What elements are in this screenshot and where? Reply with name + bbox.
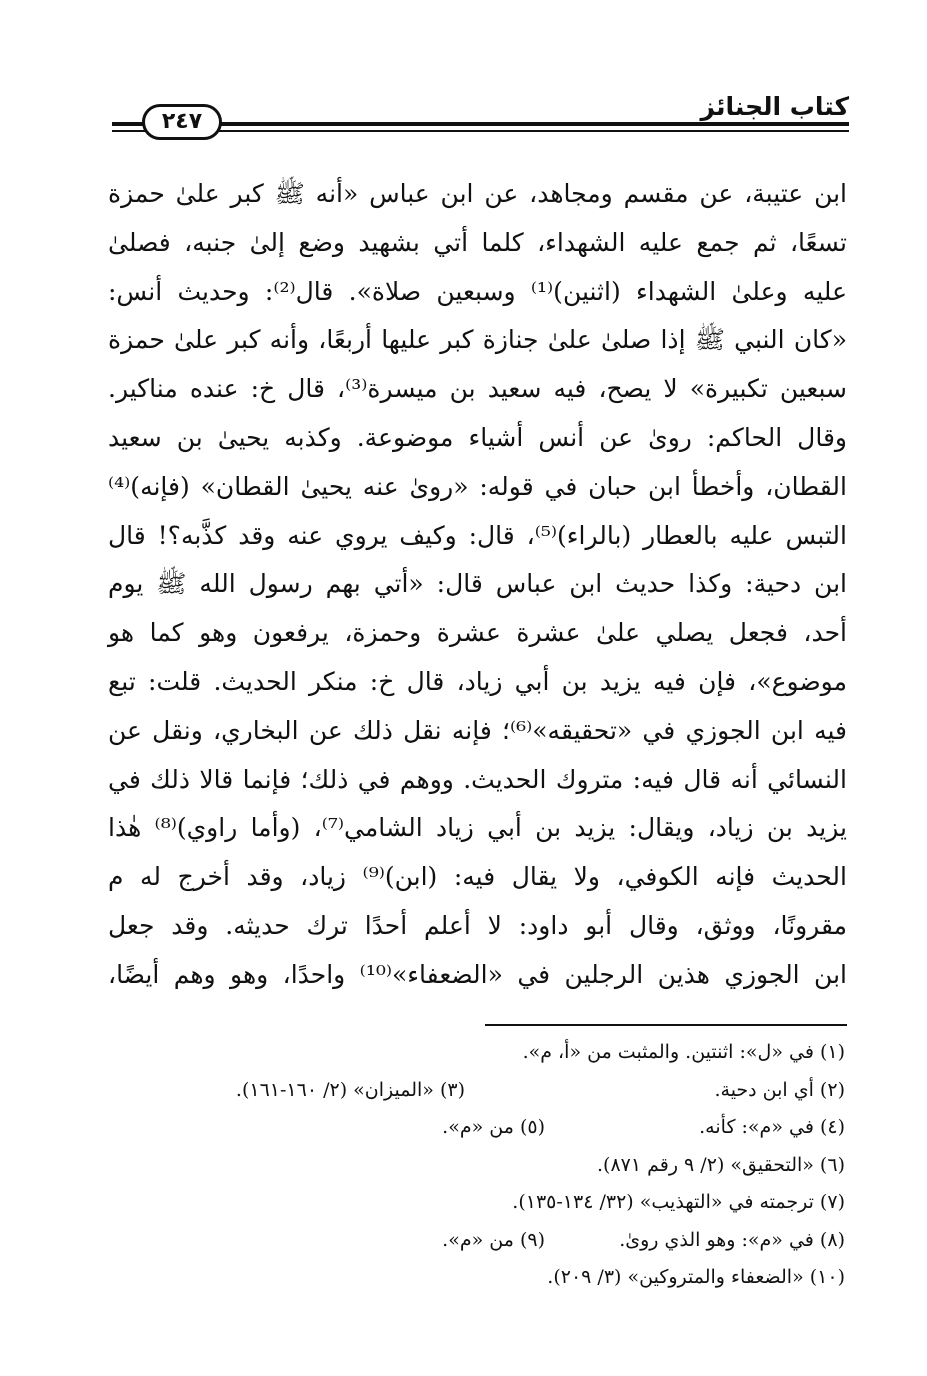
header-rule-thin: [112, 130, 849, 132]
page-number: ٢٤٧: [142, 104, 222, 140]
footnote-row: [150, 1072, 845, 1110]
footnote-separator: [485, 1024, 847, 1026]
text-line: تسعًا، ثم جمع عليه الشهداء، كلما أتي بشهيد وضع إلىٰ جنبه، فصلىٰ: [108, 227, 847, 257]
text-line: ابن الجوزي هذين الرجلين في «الضعفاء»⁽¹⁰⁾ واحدًا، وهو وهم أيضًا،: [108, 959, 847, 989]
text-line: فيه ابن الجوزي في «تحقيقه»⁽⁶⁾؛ فإنه نقل ذلك عن البخاري، ونقل عن: [108, 715, 848, 745]
text-line: موضوع»، فإن فيه يزيد بن أبي زياد، قال خ: منكر الحديث. قلت: تبع: [108, 666, 847, 696]
text-line: عليه وعلىٰ الشهداء (اثنين)⁽¹⁾ وسبعين صلاة». قال⁽²⁾: وحديث أنس:: [108, 276, 847, 306]
footnote-6: (٦) «التحقيق» (٢/ ٩ رقم ٨٧١).: [596, 1153, 845, 1176]
text-line: النسائي أنه قال فيه: متروك الحديث. ووهم في ذلك؛ فإنما قالا ذلك في: [108, 764, 847, 794]
footnote-8: (٨) في «م»: وهو الذي روىٰ.: [619, 1228, 845, 1251]
text-line: ابن عتيبة، عن مقسم ومجاهد، عن ابن عباس «أنه ﷺ كبر علىٰ حمزة: [108, 179, 847, 208]
footnote-row: [150, 1184, 845, 1222]
footnote-row: [150, 1109, 845, 1147]
footnote-1: (١) في «ل»: اثنتين. والمثبت من «أ، م».: [522, 1041, 845, 1063]
text-line: سبعين تكبيرة» لا يصح، فيه سعيد بن ميسرة⁽³⁾، قال خ: عنده مناكير.: [108, 374, 847, 404]
text-line: القطان، وأخطأ ابن حبان في قوله: «روىٰ عنه يحيىٰ القطان» (فإنه)⁽⁴⁾: [108, 471, 847, 501]
main-text: [108, 170, 847, 1000]
footnote-row: [150, 1259, 845, 1297]
text-line: التبس عليه بالعطار (بالراء)⁽⁵⁾، قال: وكيف يروي عنه وقد كذَّبه؟! قال: [108, 520, 847, 550]
text-line: «كان النبي ﷺ إذا صلىٰ علىٰ جنازة كبر عليها أربعًا، وأنه كبر علىٰ حمزة: [108, 325, 847, 355]
text-line: الحديث فإنه الكوفي، ولا يقال فيه: (ابن)⁽⁹⁾ زياد، وقد أخرج له م: [108, 862, 847, 892]
text-line: أحد، فجعل يصلي علىٰ عشرة عشرة وحمزة، يرفعون وهو كما هو: [108, 618, 847, 648]
footnote-9: (٩) من «م».: [442, 1228, 545, 1251]
footnote-row: [150, 1147, 845, 1185]
text-line: وقال الحاكم: روىٰ عن أنس أشياء موضوعة. وكذبه يحيىٰ بن سعيد: [108, 422, 847, 452]
footnote-2: (٢) أي ابن دحية.: [714, 1078, 845, 1101]
footnote-4: (٤) في «م»: كأنه.: [699, 1116, 845, 1138]
text-line: مقرونًا، ووثق، وقال أبو داود: لا أعلم أحدًا ترك حديثه. وقد جعل: [108, 910, 847, 940]
footnote-row: [150, 1222, 845, 1260]
footnote-3: (٣) «الميزان» (٢/ ١٦٠-١٦١).: [235, 1078, 465, 1101]
footnote-10: (١٠) «الضعفاء والمتروكين» (٣/ ٢٠٩).: [547, 1266, 845, 1288]
footnote-5: (٥) من «م».: [442, 1116, 545, 1138]
text-line: يزيد بن زياد، ويقال: يزيد بن أبي زياد الشامي⁽⁷⁾، (وأما راوي)⁽⁸⁾ هٰذا: [108, 813, 847, 843]
footnote-row: [150, 1034, 845, 1072]
footnotes: [150, 1034, 845, 1297]
footnote-7: (٧) ترجمته في «التهذيب» (٣٢/ ١٣٤-١٣٥).: [512, 1191, 845, 1213]
header-rule-thick: [112, 122, 849, 126]
text-line: ابن دحية: وكذا حديث ابن عباس قال: «أتي بهم رسول الله ﷺ يوم: [108, 569, 847, 599]
running-title: كتاب الجنائز: [700, 92, 849, 121]
